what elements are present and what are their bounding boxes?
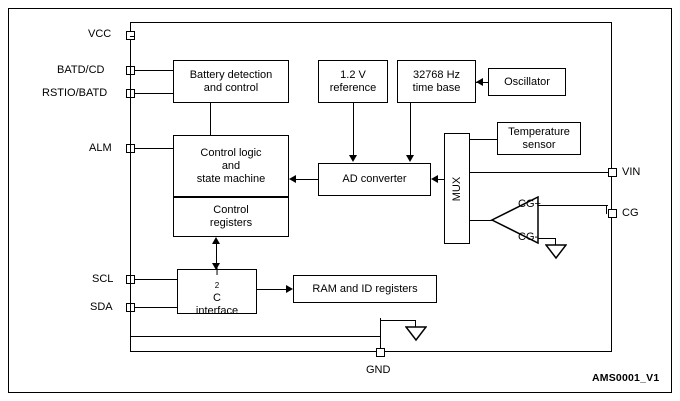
wire-rstio-batd [135, 93, 173, 94]
pin-label-sda: SDA [90, 301, 113, 313]
arrow-up-control-registers [212, 237, 220, 244]
pin-label-batd-cd: BATD/CD [57, 64, 105, 76]
wire-gnd-vertical [380, 318, 381, 348]
wire-battery-to-control [210, 103, 211, 135]
ground-symbol-cg [545, 244, 567, 260]
wire-vcc-rail [130, 40, 131, 336]
block-time-base [397, 60, 476, 103]
pin-label-gnd: GND [366, 364, 391, 376]
block-mux [444, 133, 470, 244]
block-reference [318, 60, 388, 103]
block-control-logic-state-machine [173, 135, 289, 197]
control-registers-line2: registers [209, 217, 253, 229]
wire-timebase-to-adc [410, 103, 411, 155]
wire-i2c-to-ram [257, 289, 286, 290]
wire-vin-to-mux [470, 172, 608, 173]
block-ram-and-id-registers [293, 275, 437, 303]
pin-label-scl: SCL [92, 273, 114, 285]
temperature-sensor-line1: Temperature [508, 125, 570, 138]
wire-mux-to-amplifier [470, 220, 492, 221]
block-battery-detection-and-control [173, 60, 289, 103]
mux-label: MUX [451, 176, 463, 201]
block-temperature-sensor [497, 122, 581, 155]
control-logic-line2: and [221, 159, 241, 172]
wire-mux-to-adc [438, 179, 444, 180]
wire-bottom-rail [130, 336, 380, 337]
oscillator-label: Oscillator [504, 75, 550, 88]
wire-adc-to-control [296, 179, 318, 180]
arrow-left-control-logic [289, 175, 296, 183]
block-i2c-interface [177, 265, 257, 317]
timebase-line2: time base [412, 81, 461, 94]
pin-label-vin: VIN [622, 166, 641, 178]
ad-converter-label: AD converter [342, 173, 407, 185]
i2c-line1: I 2 C [213, 265, 221, 304]
wire-vcc-stub [130, 36, 135, 37]
wire-gnd-horizontal [380, 320, 416, 321]
figure-caption: AMS0001_V1 [592, 372, 660, 384]
wire-reference-to-adc [353, 103, 354, 155]
wire-cg-plus-down [606, 205, 607, 214]
arrow-right-ram [286, 285, 293, 293]
wire-scl [135, 279, 177, 280]
ram-id-registers-label: RAM and ID registers [312, 282, 418, 295]
pin-label-vcc: VCC [88, 28, 112, 40]
block-ad-converter [318, 163, 431, 196]
reference-line2: reference [329, 81, 377, 94]
pin-pad-gnd [376, 348, 385, 357]
control-registers-line1: Control [213, 204, 249, 216]
wire-batd-cd [135, 70, 173, 71]
control-logic-line1: Control logic [200, 146, 262, 159]
reference-line1: 1.2 V [340, 68, 366, 81]
arrow-left-timebase [476, 78, 483, 86]
i2c-line2: interface [195, 304, 239, 317]
temperature-sensor-line2: sensor [522, 138, 556, 151]
control-logic-line3: state machine [196, 172, 266, 185]
arrow-down-timebase [406, 155, 414, 162]
block-oscillator [488, 68, 566, 96]
timebase-line1: 32768 Hz [412, 68, 461, 81]
arrow-down-i2c [212, 263, 220, 270]
arrow-down-reference [349, 155, 357, 162]
battery-detection-line2: and control [203, 81, 259, 94]
pin-label-rstio-batd: RSTIO/BATD [42, 87, 108, 99]
pin-label-alm: ALM [89, 142, 112, 154]
wire-sda [135, 307, 177, 308]
label-cg-plus: CG+ [518, 198, 541, 210]
wire-cg-minus [538, 238, 556, 239]
pin-pad-cg [608, 209, 617, 218]
arrow-left-adc [431, 175, 438, 183]
wire-alm [135, 148, 173, 149]
label-cg-minus: CG- [518, 231, 539, 243]
pin-pad-vin [608, 168, 617, 177]
wire-cg-plus [538, 205, 608, 206]
pin-label-cg: CG [622, 207, 639, 219]
wire-temp-sensor-to-mux [470, 139, 497, 140]
ground-symbol-gnd [405, 326, 427, 342]
block-control-registers [173, 197, 289, 237]
battery-detection-line1: Battery detection [189, 68, 273, 81]
